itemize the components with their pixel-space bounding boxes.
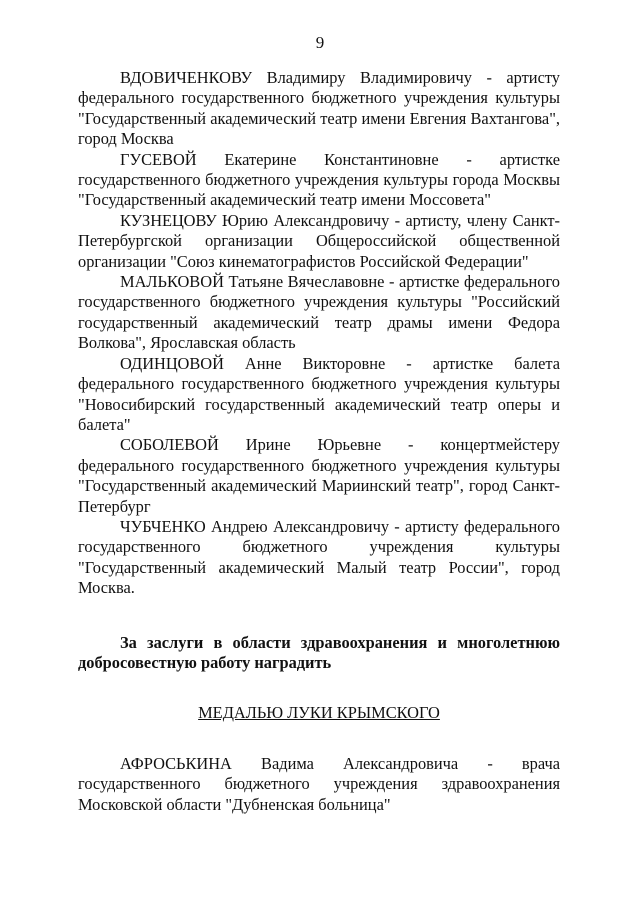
award-entry-chubchenko: ЧУБЧЕНКО Андрею Александровичу - артисту федерального государственного бюджетного учреждения культуры "Государственный академический Малый театр России", город Москва. bbox=[78, 516, 560, 598]
award-entry-guseva: ГУСЕВОЙ Екатерине Константиновне - артистке государственного бюджетного учреждения культуры города Москвы "Государственный академический театр имени Моссовета" bbox=[78, 149, 560, 210]
award-entry-malkova: МАЛЬКОВОЙ Татьяне Вячеславовне - артистке федерального государственного бюджетного учреждения культуры "Российский государственный академический театр драмы имени Федора Волкова", Ярославская область bbox=[78, 272, 560, 353]
page-number: 9 bbox=[315, 33, 325, 52]
award-entry-afroskin: АФРОСЬКИНА Вадима Александровича - врача государственного бюджетного учреждения здравоохранения Московской области "Дубненская больница" bbox=[78, 753, 560, 814]
award-entry-vdovichenkov: ВДОВИЧЕНКОВУ Владимиру Владимировичу - артисту федерального государственного бюджетного учреждения культуры "Государственный академический театр имени Евгения Вахтангова", город Москва bbox=[78, 68, 560, 149]
award-entry-soboleva: СОБОЛЕВОЙ Ирине Юрьевне - концертмейстеру федерального государственного бюджетного учреждения культуры "Государственный академический Мариинский театр", город Санкт-Петербург bbox=[78, 435, 560, 516]
medal-title: МЕДАЛЬЮ ЛУКИ КРЫМСКОГО bbox=[198, 703, 440, 723]
award-entry-odintsova: ОДИНЦОВОЙ Анне Викторовне - артистке балета федерального государственного бюджетного учреждения культуры "Новосибирский государственный академический театр оперы и балета" bbox=[78, 353, 560, 434]
document-body bbox=[78, 68, 560, 815]
award-entry-kuznetsov: КУЗНЕЦОВУ Юрию Александровичу - артисту, члену Санкт-Петербургской организации Общероссийской общественной организации "Союз кинематографистов Российской Федерации" bbox=[78, 210, 560, 271]
section-heading: За заслуги в области здравоохранения и многолетнюю добросовестную работу наградить bbox=[78, 632, 560, 672]
